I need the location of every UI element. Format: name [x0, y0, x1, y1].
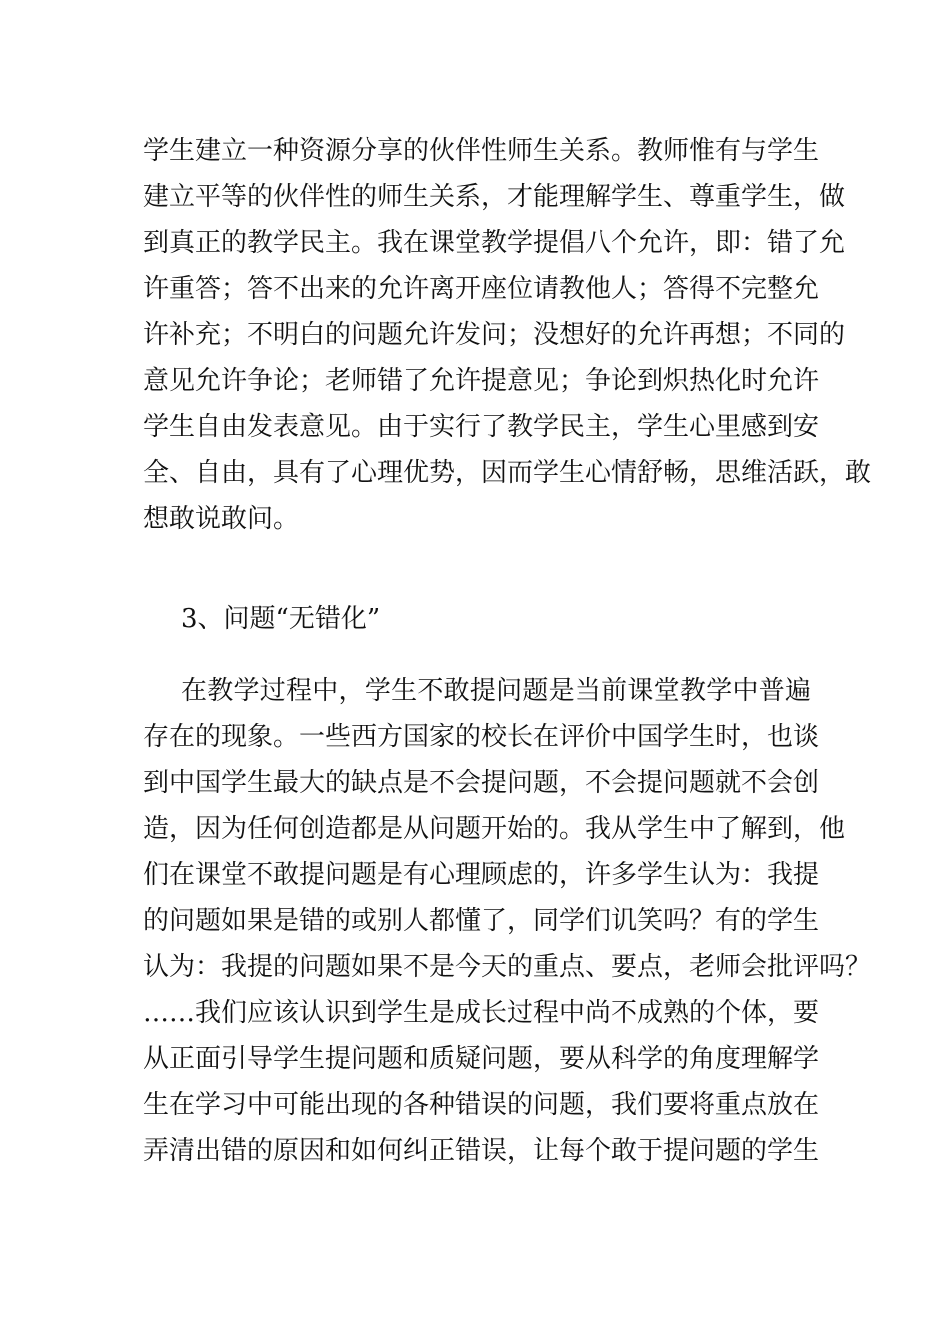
paragraph-2	[143, 668, 872, 1174]
paragraph-2-line: 弄清出错的原因和如何纠正错误，让每个敢于提问题的学生	[143, 1136, 820, 1166]
paragraph-1-line: 全、自由，具有了心理优势，因而学生心情舒畅，思维活跃，敢	[143, 458, 872, 488]
paragraph-1-line: 许重答；答不出来的允许离开座位请教他人；答得不完整允	[143, 274, 820, 304]
paragraph-2-line: 的问题如果是错的或别人都懂了，同学们讥笑吗？有的学生	[143, 906, 820, 936]
paragraph-1-line: 到真正的教学民主。我在课堂教学提倡八个允许，即：错了允	[143, 228, 846, 258]
paragraph-2-line: 在教学过程中，学生不敢提问题是当前课堂教学中普遍	[181, 676, 811, 706]
paragraph-1-line: 许补充；不明白的问题允许发问；没想好的允许再想；不同的	[143, 320, 846, 350]
section-heading: 3、问题“无错化”	[181, 604, 381, 634]
paragraph-2-line: 们在课堂不敢提问题是有心理顾虑的，许多学生认为：我提	[143, 860, 820, 890]
paragraph-1-line: 学生建立一种资源分享的伙伴性师生关系。教师惟有与学生	[143, 136, 820, 166]
paragraph-1-line: 意见允许争论；老师错了允许提意见；争论到炽热化时允许	[143, 366, 820, 396]
paragraph-2-line: 造，因为任何创造都是从问题开始的。我从学生中了解到，他	[143, 814, 846, 844]
paragraph-2-line: ……我们应该认识到学生是成长过程中尚不成熟的个体，要	[143, 998, 820, 1028]
paragraph-1-line: 想敢说敢问。	[143, 504, 300, 534]
paragraph-1-line: 建立平等的伙伴性的师生关系，才能理解学生、尊重学生，做	[143, 182, 846, 212]
paragraph-2-line: 到中国学生最大的缺点是不会提问题，不会提问题就不会创	[143, 768, 820, 798]
paragraph-1-line: 学生自由发表意见。由于实行了教学民主，学生心里感到安	[143, 412, 820, 442]
paragraph-2-line: 存在的现象。一些西方国家的校长在评价中国学生时，也谈	[143, 722, 820, 752]
paragraph-2-line: 生在学习中可能出现的各种错误的问题，我们要将重点放在	[143, 1090, 820, 1120]
paragraph-1	[143, 128, 872, 542]
paragraph-2-line: 从正面引导学生提问题和质疑问题，要从科学的角度理解学	[143, 1044, 820, 1074]
paragraph-2-line: 认为：我提的问题如果不是今天的重点、要点，老师会批评吗？	[143, 952, 872, 982]
